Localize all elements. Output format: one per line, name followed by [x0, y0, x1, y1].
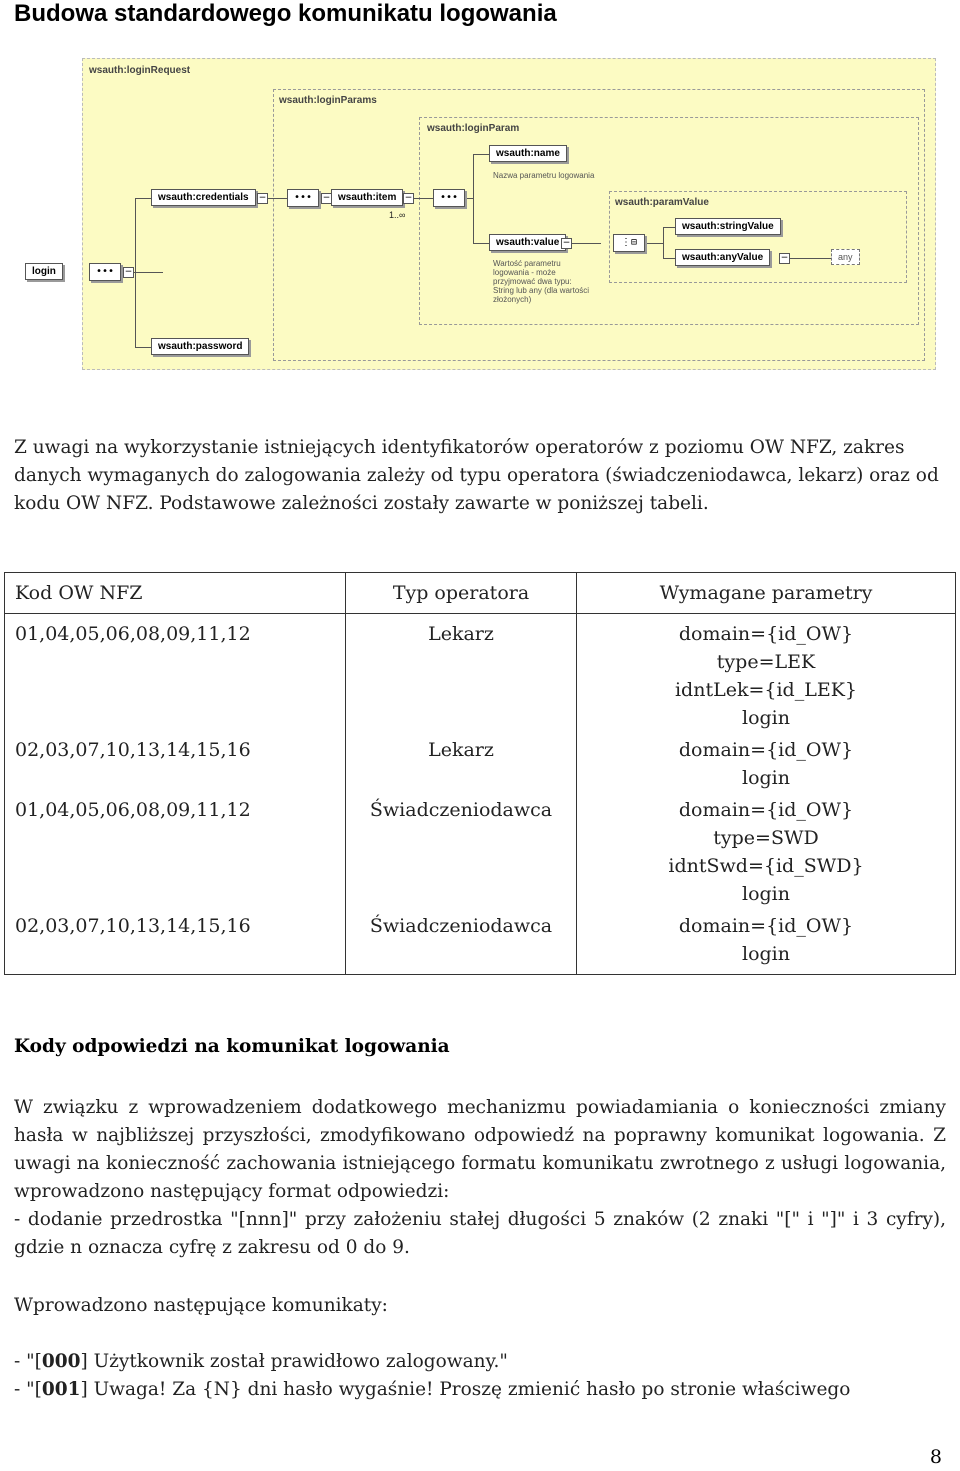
messages-list	[14, 1348, 946, 1404]
collapse-icon[interactable]: −	[780, 253, 789, 263]
message-code: 000	[41, 1351, 81, 1372]
string-value-node: wsauth:stringValue	[675, 218, 781, 235]
item-node: wsauth:item	[331, 189, 403, 206]
section-title: Kody odpowiedzi na komunikat logowania	[14, 1036, 450, 1057]
table-row	[5, 794, 956, 910]
collapse-icon[interactable]: −	[258, 193, 267, 203]
item-occurs: 1..∞	[389, 210, 406, 220]
type-cell: Lekarz	[346, 734, 577, 794]
type-cell: Świadczeniodawca	[346, 910, 577, 975]
any-box: any	[831, 249, 860, 265]
password-node: wsauth:password	[151, 338, 249, 355]
operator-table	[4, 572, 956, 975]
collapse-icon[interactable]: −	[124, 267, 133, 277]
name-node: wsauth:name	[489, 145, 567, 162]
collapse-icon[interactable]: −	[562, 238, 571, 248]
sequence-icon: •••	[287, 189, 319, 207]
code-cell: 01,04,05,06,08,09,11,12	[5, 614, 346, 735]
params-cell: domain={id_OW} login	[577, 910, 956, 975]
table-row	[5, 734, 956, 794]
params-label: wsauth:loginParams	[279, 95, 377, 106]
intro-paragraph: Z uwagi na wykorzystanie istniejących identyfikatorów operatorów z poziomu OW NFZ, zakres danych wymaganych do zalogowania zależy od typu operatora (świadczeniodawca, lekarz) oraz od kodu OW NFZ. Podstawowe zależności zostały zawarte w poniższej tabeli.	[14, 437, 939, 514]
choice-icon: ⋮⊟	[613, 234, 645, 252]
table-header-row	[5, 573, 956, 614]
type-cell: Lekarz	[346, 614, 577, 735]
message-code: 001	[41, 1379, 81, 1400]
code-cell: 01,04,05,06,08,09,11,12	[5, 794, 346, 910]
page-number: 8	[929, 1446, 942, 1468]
credentials-node: wsauth:credentials	[151, 189, 256, 206]
params-cell: domain={id_OW} type=SWD idntSwd={id_SWD} login	[577, 794, 956, 910]
column-header: Kod OW NFZ	[5, 573, 346, 614]
code-cell: 02,03,07,10,13,14,15,16	[5, 910, 346, 975]
request-label: wsauth:loginRequest	[89, 65, 191, 76]
param-label: wsauth:loginParam	[427, 123, 520, 134]
value-node: wsauth:value	[489, 234, 566, 251]
response-paragraph	[14, 1094, 946, 1262]
login-root-node: login	[25, 263, 63, 280]
prefix-rule: - dodanie przedrostka "[nnn]" przy założeniu stałej długości 5 znaków (2 znaki "[" i "]" i 3 cyfry), gdzie n oznacza cyfrę z zakresu od 0 do 9.	[14, 1209, 946, 1258]
collapse-icon[interactable]: −	[404, 193, 413, 203]
code-cell: 02,03,07,10,13,14,15,16	[5, 734, 346, 794]
schema-diagram	[32, 58, 936, 370]
collapse-icon[interactable]: −	[322, 193, 331, 203]
params-cell: domain={id_OW} type=LEK idntLek={id_LEK} login	[577, 614, 956, 735]
sequence-icon: •••	[89, 263, 121, 281]
any-value-node: wsauth:anyValue	[675, 249, 770, 266]
sequence-icon: •••	[433, 189, 465, 207]
messages-intro: Wprowadzono następujące komunikaty:	[14, 1295, 388, 1316]
type-cell: Świadczeniodawca	[346, 794, 577, 910]
paramvalue-label: wsauth:paramValue	[615, 197, 709, 208]
response-text: W związku z wprowadzeniem dodatkowego mechanizmu powiadamiania o konieczności zmiany hasła w najbliższej przyszłości, zmodyfikowano odpowiedź na poprawny komunikat logowania. Z uwagi na konieczność zachowania istniejącego formatu komunikatu zwrotnego z usługi logowania, wprowadzono następujący format odpowiedzi:	[14, 1097, 946, 1202]
table-row	[5, 910, 956, 975]
table-row	[5, 614, 956, 735]
value-note: Wartość parametru logowania - może przyjmować dwa typu: String lub any (dla wartości złożonych)	[493, 259, 590, 304]
name-note: Nazwa parametru logowania	[493, 171, 595, 180]
list-item: - "[001] Uwaga! Za {N} dni hasło wygaśnie! Proszę zmienić hasło po stronie właściwego	[14, 1379, 851, 1400]
page-title: Budowa standardowego komunikatu logowania	[14, 0, 557, 27]
params-cell: domain={id_OW} login	[577, 734, 956, 794]
column-header: Wymagane parametry	[577, 573, 956, 614]
list-item: - "[000] Użytkownik został prawidłowo zalogowany."	[14, 1351, 508, 1372]
column-header: Typ operatora	[346, 573, 577, 614]
